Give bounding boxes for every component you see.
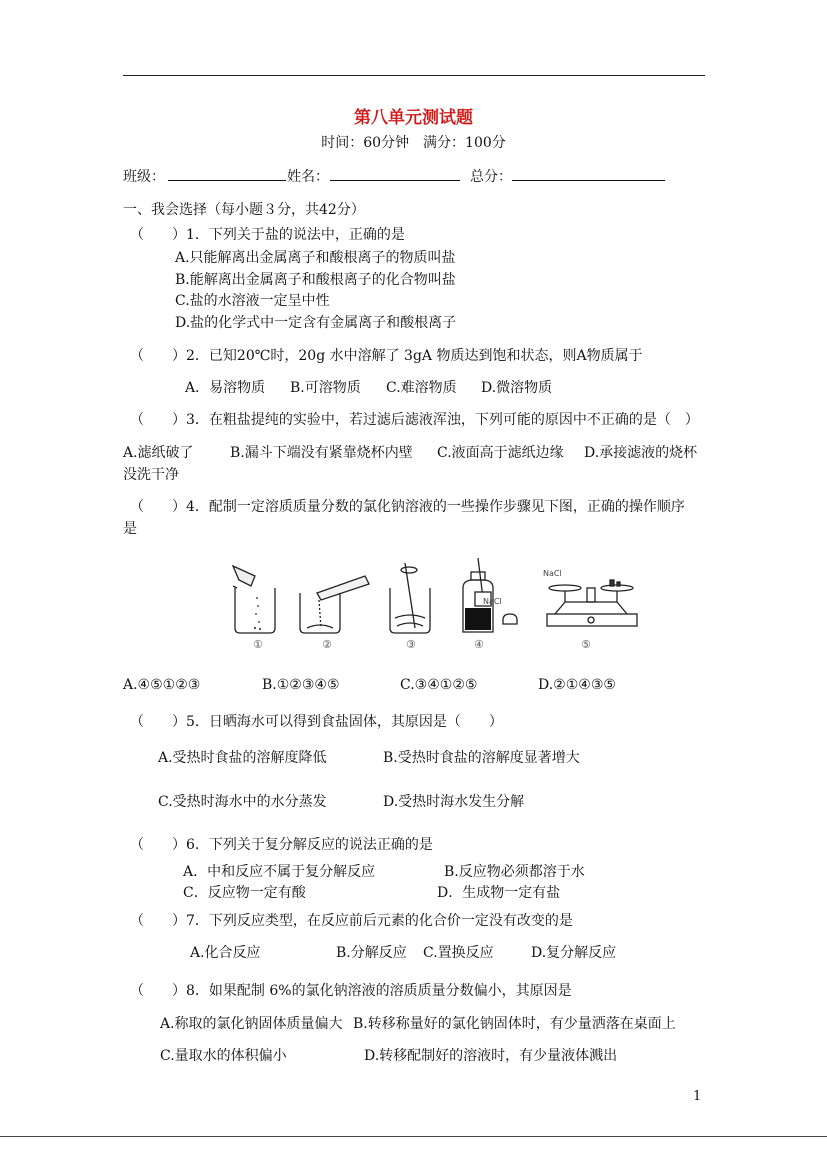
figure-label-1: ① (253, 638, 263, 651)
q4-option-d: D.②①④③⑤ (538, 677, 616, 693)
question-5-stem: （ ）5．日晒海水可以得到食盐固体，其原因是（ ） (130, 714, 503, 730)
q3-option-d: D.承接滤液的烧杯 (584, 445, 698, 461)
q1-option-a: A.只能解离出金属离子和酸根离子的物质叫盐 (175, 250, 456, 266)
top-rule (123, 75, 705, 76)
q2-option-d: D.微溶物质 (481, 380, 553, 396)
step-1-beaker-icon (233, 566, 275, 633)
class-field[interactable] (168, 166, 286, 181)
exam-info: 时间：60分钟 满分：100分 (321, 135, 506, 151)
q7-option-d: D.复分解反应 (531, 945, 617, 961)
step-4-bottle-icon (463, 558, 517, 632)
q4-option-b: B.①②③④⑤ (262, 677, 340, 693)
name-field[interactable] (330, 166, 460, 181)
figure-label-4: ④ (474, 638, 484, 651)
score-label: 总分： (470, 169, 512, 185)
solution-preparation-figure (225, 558, 645, 653)
q5-option-c: C.受热时海水中的水分蒸发 (158, 794, 327, 810)
q2-option-a: A．易溶物质 (185, 380, 266, 396)
figure-label-2: ② (322, 638, 332, 651)
q8-option-a: A.称取的氯化钠固体质量偏大 (160, 1016, 343, 1032)
balance-nacl-label: NaCl (543, 569, 562, 578)
q5-option-a: A.受热时食盐的溶解度降低 (158, 750, 327, 766)
q3-option-b: B.漏斗下端没有紧靠烧杯内壁 (230, 445, 413, 461)
q1-option-c: C.盐的水溶液一定呈中性 (175, 293, 330, 309)
q3-continuation: 没洗干净 (123, 467, 179, 483)
question-1-stem: （ ）1．下列关于盐的说法中，正确的是 (130, 227, 405, 243)
q4-option-c: C.③④①②⑤ (400, 677, 478, 693)
section-heading: 一、我会选择（每小题３分，共42分） (123, 202, 365, 218)
q8-option-d: D.转移配制好的溶液时，有少量液体溅出 (364, 1048, 618, 1064)
q7-option-c: C.置换反应 (423, 945, 494, 961)
q6-option-a: A．中和反应不属于复分解反应 (183, 864, 376, 880)
question-6-stem: （ ）6．下列关于复分解反应的说法正确的是 (130, 837, 433, 853)
q1-option-d: D.盐的化学式中一定含有金属离子和酸根离子 (175, 315, 457, 331)
question-8-stem: （ ）8．如果配制 6%的氯化钠溶液的溶质质量分数偏小，其原因是 (130, 983, 572, 999)
q6-option-c: C．反应物一定有酸 (183, 885, 306, 901)
figure-label-3: ③ (406, 638, 416, 651)
q3-option-a: A.滤纸破了 (123, 445, 194, 461)
q7-option-b: B.分解反应 (336, 945, 407, 961)
q2-option-b: B.可溶物质 (290, 380, 361, 396)
score-field[interactable] (512, 166, 665, 181)
q5-option-b: B.受热时食盐的溶解度显著增大 (383, 750, 580, 766)
q7-option-a: A.化合反应 (190, 945, 261, 961)
q4-option-a: A.④⑤①②③ (123, 677, 201, 693)
question-7-stem: （ ）7．下列反应类型，在反应前后元素的化合价一定没有改变的是 (130, 913, 573, 929)
page-number: 1 (693, 1089, 702, 1104)
q4-continuation: 是 (123, 521, 137, 537)
q8-option-c: C.量取水的体积偏小 (160, 1048, 287, 1064)
name-label: 姓名： (287, 169, 329, 185)
q2-option-c: C.难溶物质 (386, 380, 457, 396)
q6-option-b: B.反应物必须都溶于水 (444, 864, 585, 880)
q5-option-d: D.受热时海水发生分解 (383, 794, 525, 810)
q3-option-c: C.液面高于滤纸边缘 (437, 445, 564, 461)
class-label: 班级： (123, 169, 165, 185)
bottom-rule (0, 1136, 827, 1137)
q8-option-b: B.转移称量好的氯化钠固体时，有少量洒落在桌面上 (353, 1016, 676, 1032)
step-2-pouring-icon (300, 576, 369, 633)
figure-label-5: ⑤ (581, 638, 591, 651)
question-3-stem: （ ）3．在粗盐提纯的实验中，若过滤后滤液浑浊，下列可能的原因中不正确的是（ ） (130, 412, 699, 428)
question-2-stem: （ ）2．已知20℃时，20g 水中溶解了 3gA 物质达到饱和状态，则A物质属于 (130, 348, 643, 364)
step-5-balance-icon (547, 580, 637, 626)
step-3-stirring-icon (390, 563, 430, 633)
question-4-stem: （ ）4．配制一定溶质质量分数的氯化钠溶液的一些操作步骤见下图，正确的操作顺序 (130, 499, 685, 515)
q6-option-d: D．生成物一定有盐 (437, 885, 561, 901)
page-title: 第八单元测试题 (354, 108, 473, 128)
q1-option-b: B.能解离出金属离子和酸根离子的化合物叫盐 (175, 272, 456, 288)
bottle-nacl-label: NaCl (483, 597, 502, 606)
